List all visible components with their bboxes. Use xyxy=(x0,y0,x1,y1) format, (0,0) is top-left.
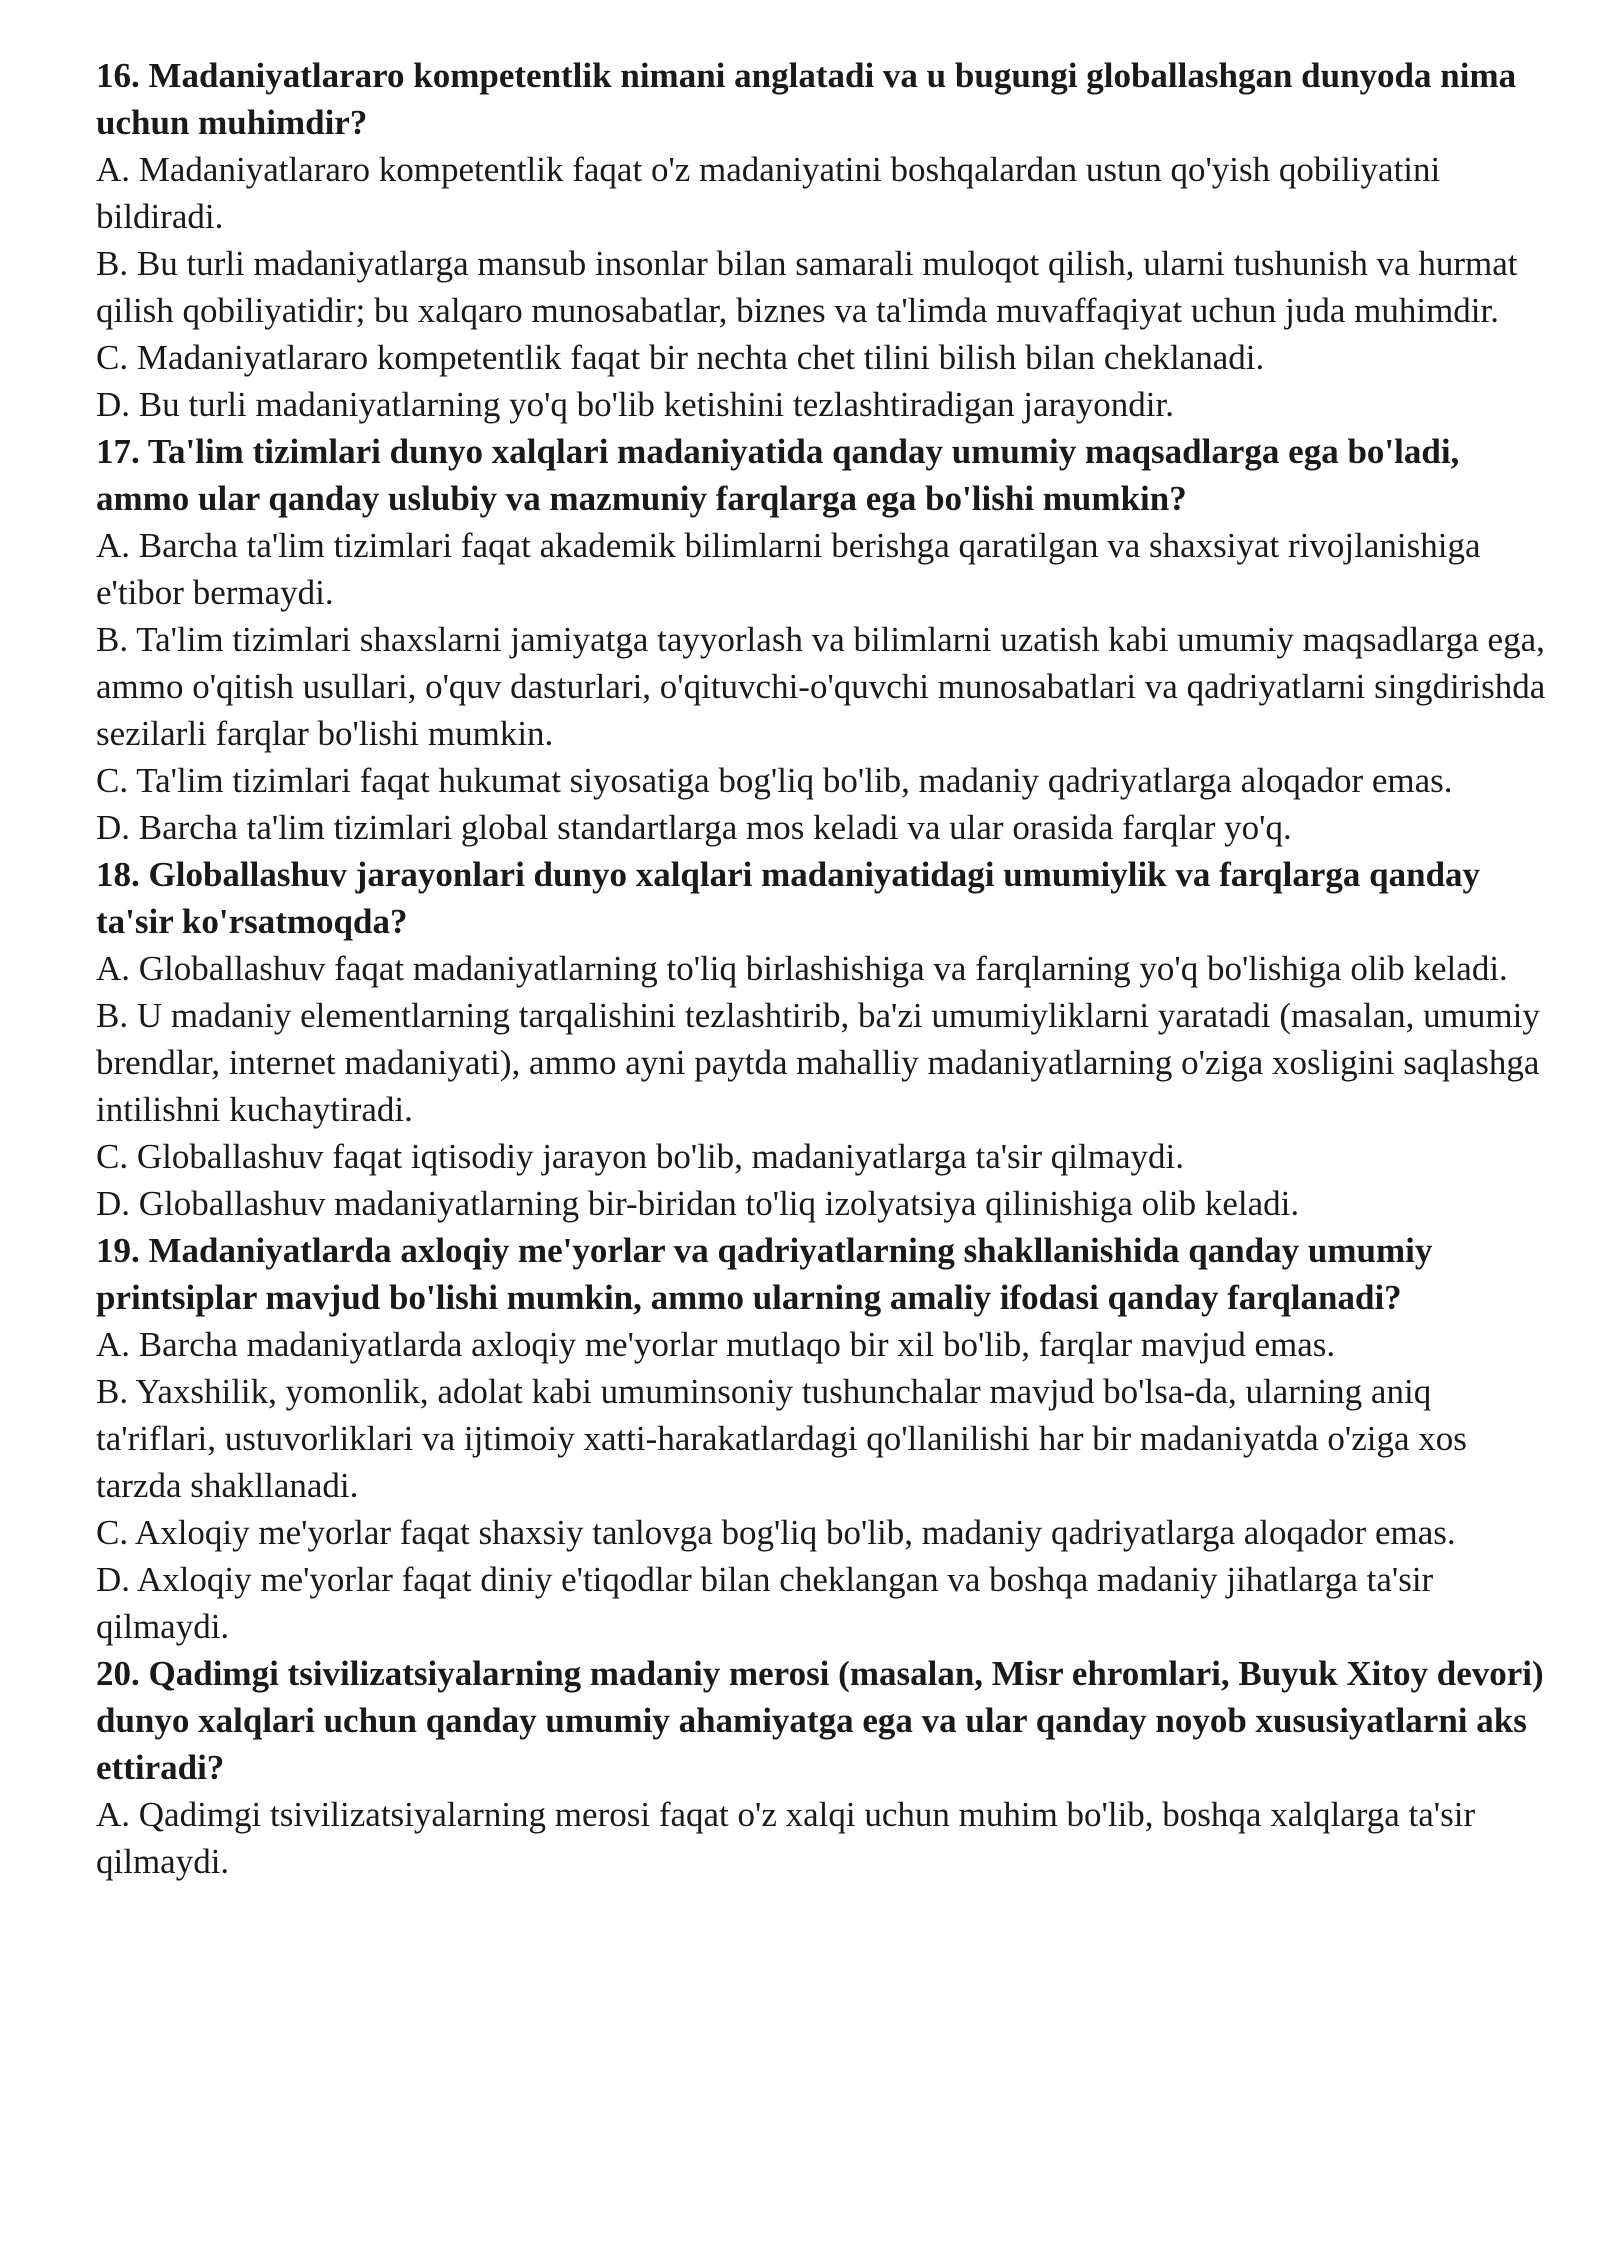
question-18-text: 18. Globallashuv jarayonlari dunyo xalqlari madaniyatidagi umumiylik va farqlarga qanday ta'sir ko'rsatmoqda? xyxy=(96,855,1481,941)
question-20-option-a: A. Qadimgi tsivilizatsiyalarning merosi faqat o'z xalqi uchun muhim bo'lib, boshqa xalqlarga ta'sir qilmaydi. xyxy=(96,1795,1476,1881)
question-16-option-c: C. Madaniyatlararo kompetentlik faqat bir nechta chet tilini bilish bilan cheklanadi. xyxy=(96,338,1265,377)
question-18-option-d: D. Globallashuv madaniyatlarning bir-biridan to'liq izolyatsiya qilinishiga olib keladi. xyxy=(96,1184,1300,1223)
question-18-option-b: B. U madaniy elementlarning tarqalishini tezlashtirib, ba'zi umumiyliklarni yaratadi (masalan, umumiy brendlar, internet madaniyati), ammo ayni paytda mahalliy madaniyatlarning o'ziga xosligini saqlashga intilishni kuchaytiradi. xyxy=(96,996,1540,1129)
question-17-text: 17. Ta'lim tizimlari dunyo xalqlari madaniyatida qanday umumiy maqsadlarga ega bo'ladi, ammo ular qanday uslubiy va mazmuniy farqlarga ega bo'lishi mumkin? xyxy=(96,432,1460,518)
question-19-option-a: A. Barcha madaniyatlarda axloqiy me'yorlar mutlaqo bir xil bo'lib, farqlar mavjud emas. xyxy=(96,1325,1336,1364)
question-block-17 xyxy=(96,428,1546,851)
question-17-option-b: B. Ta'lim tizimlari shaxslarni jamiyatga tayyorlash va bilimlarni uzatish kabi umumiy maqsadlarga ega, ammo o'qitish usullari, o'quv dasturlari, o'qituvchi-o'quvchi munosabatlari va qadriyatlarni singdirishda sezilarli farqlar bo'lishi mumkin. xyxy=(96,620,1546,753)
question-block-18 xyxy=(96,851,1546,1227)
question-19-option-c: C. Axloqiy me'yorlar faqat shaxsiy tanlovga bog'liq bo'lib, madaniy qadriyatlarga aloqador emas. xyxy=(96,1513,1456,1552)
question-block-16 xyxy=(96,52,1546,428)
question-18-option-a: A. Globallashuv faqat madaniyatlarning to'liq birlashishiga va farqlarning yo'q bo'lishiga olib keladi. xyxy=(96,949,1508,988)
question-17-option-a: A. Barcha ta'lim tizimlari faqat akademik bilimlarni berishga qaratilgan va shaxsiyat rivojlanishiga e'tibor bermaydi. xyxy=(96,526,1481,612)
document-page xyxy=(96,52,1546,1885)
question-16-option-d: D. Bu turli madaniyatlarning yo'q bo'lib ketishini tezlashtiradigan jarayondir. xyxy=(96,385,1174,424)
question-block-20 xyxy=(96,1650,1546,1885)
question-16-text: 16. Madaniyatlararo kompetentlik nimani anglatadi va u bugungi globallashgan dunyoda nima uchun muhimdir? xyxy=(96,56,1517,142)
question-17-option-d: D. Barcha ta'lim tizimlari global standartlarga mos keladi va ular orasida farqlar yo'q. xyxy=(96,808,1292,847)
question-19-text: 19. Madaniyatlarda axloqiy me'yorlar va qadriyatlarning shakllanishida qanday umumiy printsiplar mavjud bo'lishi mumkin, ammo ularning amaliy ifodasi qanday farqlanadi? xyxy=(96,1231,1433,1317)
question-19-option-d: D. Axloqiy me'yorlar faqat diniy e'tiqodlar bilan cheklangan va boshqa madaniy jihatlarga ta'sir qilmaydi. xyxy=(96,1560,1434,1646)
question-19-option-b: B. Yaxshilik, yomonlik, adolat kabi umuminsoniy tushunchalar mavjud bo'lsa-da, ularning aniq ta'riflari, ustuvorliklari va ijtimoiy xatti-harakatlardagi qo'llanilishi har bir madaniyatda o'ziga xos tarzda shakllanadi. xyxy=(96,1372,1467,1505)
question-16-option-a: A. Madaniyatlararo kompetentlik faqat o'z madaniyatini boshqalardan ustun qo'yish qobiliyatini bildiradi. xyxy=(96,150,1441,236)
question-20-text: 20. Qadimgi tsivilizatsiyalarning madaniy merosi (masalan, Misr ehromlari, Buyuk Xitoy devori) dunyo xalqlari uchun qanday umumiy ahamiyatga ega va ular qanday noyob xususiyatlarni aks ettiradi? xyxy=(96,1654,1544,1787)
question-block-19 xyxy=(96,1227,1546,1650)
question-17-option-c: C. Ta'lim tizimlari faqat hukumat siyosatiga bog'liq bo'lib, madaniy qadriyatlarga aloqador emas. xyxy=(96,761,1453,800)
question-16-option-b: B. Bu turli madaniyatlarga mansub insonlar bilan samarali muloqot qilish, ularni tushunish va hurmat qilish qobiliyatidir; bu xalqaro munosabatlar, biznes va ta'limda muvaffaqiyat uchun juda muhimdir. xyxy=(96,244,1518,330)
question-18-option-c: C. Globallashuv faqat iqtisodiy jarayon bo'lib, madaniyatlarga ta'sir qilmaydi. xyxy=(96,1137,1184,1176)
